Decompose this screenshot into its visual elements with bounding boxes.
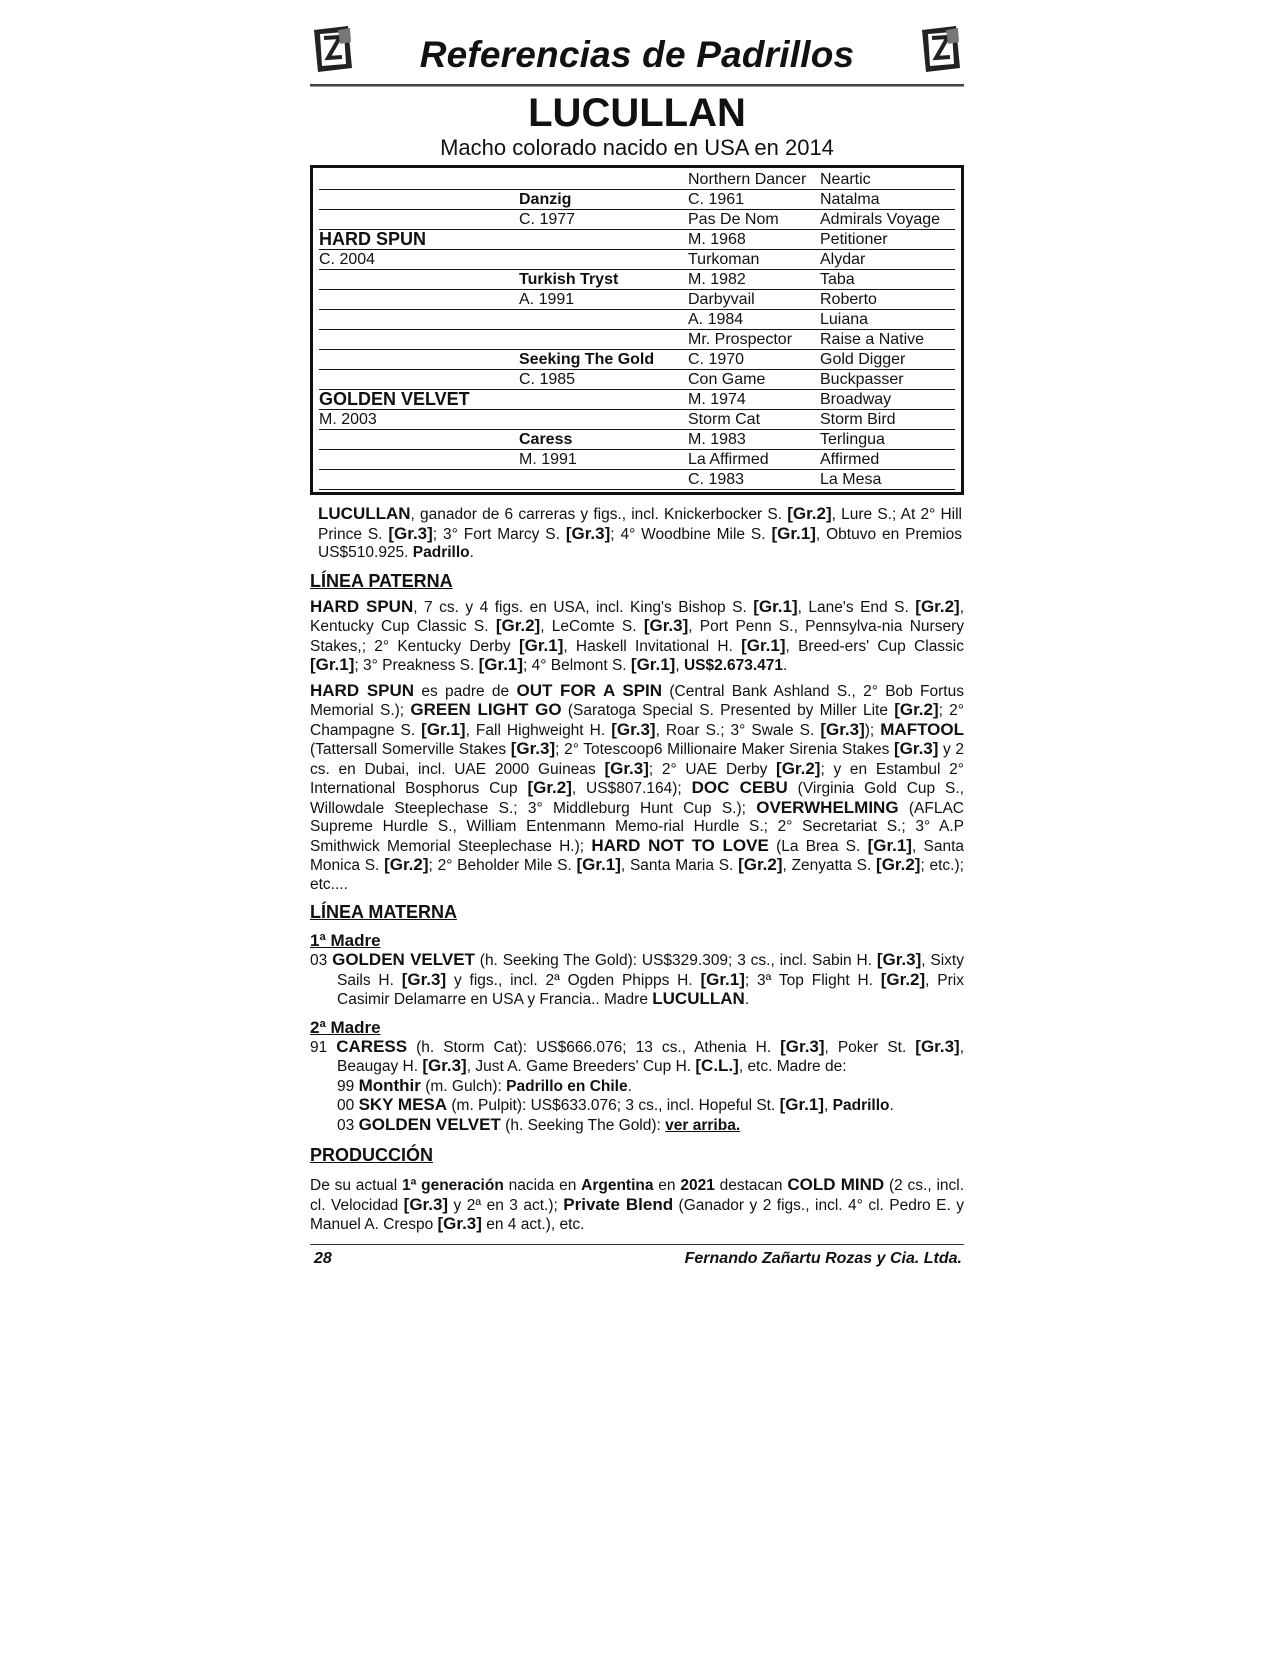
text-run: ; 4° Woodbine Mile S. bbox=[610, 525, 772, 543]
pedigree-row bbox=[319, 350, 955, 370]
text-run: 03 bbox=[337, 1116, 359, 1134]
text-run: [Gr.3] bbox=[422, 1056, 467, 1075]
section-linea-materna: LÍNEA MATERNA bbox=[310, 902, 457, 922]
text-run: destacan bbox=[714, 1177, 788, 1194]
text-run: [Gr.3] bbox=[604, 758, 649, 778]
pedigree-cell: Affirmed bbox=[820, 451, 880, 468]
text-run: [C.L.] bbox=[695, 1056, 739, 1075]
text-run: , Beaugay H. bbox=[337, 1038, 964, 1075]
pedigree-cell: GOLDEN VELVET bbox=[319, 389, 470, 409]
pedigree-cell: Admirals Voyage bbox=[820, 211, 941, 228]
pedigree-cell: C. 1977 bbox=[519, 211, 576, 228]
text-run: , Breed-ers' Cup Classic bbox=[785, 637, 965, 655]
text-run: 99 bbox=[337, 1077, 359, 1095]
text-run: , ganador de 6 carreras y figs., incl. Knickerbocker S. bbox=[410, 506, 788, 523]
text-run: Padrillo bbox=[412, 544, 470, 561]
pedigree-cell: Turkoman bbox=[688, 251, 760, 268]
pedigree-row bbox=[319, 170, 955, 190]
text-run: , Obtuvo en Premios US$510.925. bbox=[318, 525, 962, 561]
progeny-list bbox=[310, 1077, 964, 1136]
pedigree-row bbox=[319, 390, 955, 410]
progeny-item bbox=[310, 1116, 964, 1136]
pedigree-cell: Northern Dancer bbox=[688, 171, 807, 188]
text-run: ver arriba. bbox=[665, 1116, 741, 1134]
pedigree-cell: Danzig bbox=[519, 191, 572, 208]
text-run: y figs., incl. 2ª Ogden Phipps H. bbox=[446, 971, 701, 989]
text-run: , Santa Maria S. bbox=[620, 857, 739, 874]
text-run: COLD MIND bbox=[787, 1175, 885, 1194]
madre2-paragraph bbox=[310, 1038, 964, 1077]
text-run: [Gr.1] bbox=[771, 523, 816, 543]
text-run: 1ª generación bbox=[401, 1177, 504, 1194]
section-linea-paterna: LÍNEA PATERNA bbox=[310, 570, 453, 591]
text-run: , Prix Casimir Delamarre en USA y Francia.. Madre bbox=[337, 971, 964, 1008]
text-run: [Gr.2] bbox=[915, 596, 960, 616]
text-run: [Gr.3] bbox=[403, 1194, 449, 1214]
text-run: Monthir bbox=[358, 1075, 421, 1095]
text-run: [Gr.2] bbox=[880, 969, 926, 989]
text-run: 91 bbox=[310, 1038, 337, 1056]
text-run: es padre de bbox=[414, 682, 517, 700]
text-run: ; y en Estambul 2° International Bosphorus Cup bbox=[310, 760, 964, 797]
text-run: , etc. Madre de: bbox=[738, 1058, 847, 1075]
text-run: [Gr.2] bbox=[495, 616, 541, 635]
pedigree-row bbox=[319, 470, 955, 490]
text-run: Private Blend bbox=[563, 1194, 674, 1214]
page-header bbox=[310, 22, 964, 82]
text-run: HARD SPUN bbox=[310, 680, 415, 700]
text-run: US$2.673.471 bbox=[683, 657, 784, 674]
pedigree-cell: A. 1991 bbox=[519, 291, 575, 308]
text-run: 00 bbox=[337, 1097, 359, 1114]
pedigree-cell: M. 1983 bbox=[688, 431, 746, 448]
pedigree-cell: Raise a Native bbox=[820, 331, 925, 348]
text-run: [Gr.2] bbox=[876, 855, 921, 874]
pedigree-row bbox=[319, 210, 955, 230]
text-run: (Tattersall Somerville Stakes bbox=[310, 741, 511, 758]
text-run: [Gr.1] bbox=[700, 969, 745, 989]
horse-name: LUCULLAN bbox=[528, 91, 746, 135]
text-run: , Port Penn S., Pennsylva-nia Nursery Stakes,; 2° Kentucky Derby bbox=[310, 618, 965, 655]
text-run: (Virginia Gold Cup S., Willowdale Steeplechase S.; 3° Middleburg Hunt Cup S.); bbox=[310, 780, 964, 817]
text-run: ; 2° Beholder Mile S. bbox=[428, 857, 577, 874]
pedigree-cell: Broadway bbox=[820, 391, 892, 408]
intro-paragraph bbox=[318, 505, 962, 563]
text-run: Padrillo en Chile bbox=[506, 1077, 628, 1095]
text-run: en bbox=[653, 1177, 681, 1194]
paterna-paragraph-1 bbox=[310, 598, 964, 676]
text-run: ; 3° Preakness S. bbox=[354, 657, 479, 674]
text-run: HARD NOT TO LOVE bbox=[591, 835, 769, 855]
text-run: GOLDEN VELVET bbox=[332, 950, 475, 969]
text-run: [Gr.3] bbox=[388, 523, 433, 543]
pedigree-table bbox=[310, 165, 964, 495]
text-run: , 7 cs. y 4 figs. en USA, incl. King's Bishop S. bbox=[413, 598, 754, 616]
text-run: en 4 act.), etc. bbox=[481, 1216, 585, 1233]
text-run: , Roar S.; 3° Swale S. bbox=[655, 721, 821, 739]
text-run: . bbox=[744, 991, 750, 1008]
pedigree-cell: Alydar bbox=[820, 251, 866, 268]
pedigree-row bbox=[319, 410, 955, 430]
text-run: . bbox=[627, 1077, 632, 1095]
text-run: , Sixty Sails H. bbox=[337, 952, 964, 989]
pedigree-cell: Con Game bbox=[688, 371, 766, 388]
text-run: (Central Bank Ashland S., 2° Bob Fortus Memorial S.); bbox=[310, 682, 964, 719]
text-run: OVERWHELMING bbox=[756, 797, 899, 817]
text-run: [Gr.3] bbox=[876, 950, 922, 969]
pedigree-cell: Mr. Prospector bbox=[688, 331, 793, 348]
pedigree-cell: Seeking The Gold bbox=[519, 351, 655, 368]
text-run: CARESS bbox=[336, 1036, 408, 1056]
pedigree-row bbox=[319, 250, 955, 270]
pedigree-cell: Taba bbox=[820, 271, 855, 288]
header-rule bbox=[310, 84, 964, 87]
pedigree-row bbox=[319, 430, 955, 450]
pedigree-cell: Caress bbox=[519, 431, 573, 448]
text-run: [Gr.1] bbox=[630, 655, 676, 674]
text-run: (2 cs., incl. cl. Velocidad bbox=[310, 1177, 965, 1214]
pedigree-cell: Terlingua bbox=[820, 431, 885, 448]
text-run: [Gr.3] bbox=[437, 1214, 482, 1233]
text-run: [Gr.3] bbox=[915, 1036, 960, 1056]
madre1-paragraph bbox=[310, 951, 964, 1010]
text-run: [Gr.2] bbox=[738, 855, 783, 874]
pedigree-cell: C. 1983 bbox=[688, 471, 745, 488]
text-run: , Lure S.; At 2° Hill Prince S. bbox=[318, 506, 962, 543]
text-run: [Gr.2] bbox=[776, 758, 821, 778]
text-run: DOC CEBU bbox=[691, 778, 788, 797]
text-run: (AFLAC Supreme Hurdle S., William Entenmann Memo-rial Hurdle S.; 2° Secretariat S.; 3° A.P Smithwick Memorial Steeplechase H.); bbox=[310, 799, 964, 855]
text-run: OUT FOR A SPIN bbox=[516, 680, 663, 700]
text-run: De su actual bbox=[310, 1177, 402, 1194]
text-run: ); bbox=[864, 721, 881, 739]
progeny-item bbox=[310, 1077, 964, 1097]
progeny-item bbox=[310, 1096, 964, 1116]
text-run: [Gr.3] bbox=[820, 719, 865, 739]
text-run: [Gr.3] bbox=[780, 1036, 825, 1056]
pedigree-cell: M. 1968 bbox=[688, 231, 746, 248]
text-run: GREEN LIGHT GO bbox=[410, 700, 562, 719]
text-run: (h. Seeking The Gold): bbox=[500, 1116, 666, 1134]
pedigree-row bbox=[319, 230, 955, 250]
text-run: (Ganador y 2 figs., incl. 4° cl. Pedro E. y Manuel A. Crespo bbox=[310, 1196, 964, 1233]
text-run: [Gr.2] bbox=[894, 700, 939, 719]
text-run: ; 2° Totescoop6 Millionaire Maker Sirenia Stakes bbox=[555, 741, 895, 758]
text-run: , Just A. Game Breeders' Cup H. bbox=[466, 1058, 696, 1075]
text-run: ; etc.); etc.... bbox=[310, 857, 964, 893]
text-run: , Haskell Invitational H. bbox=[563, 637, 742, 655]
text-run: [Gr.1] bbox=[310, 655, 355, 674]
pedigree-cell: La Affirmed bbox=[688, 451, 769, 468]
text-run: [Gr.2] bbox=[527, 778, 572, 797]
text-run: [Gr.3] bbox=[510, 739, 556, 758]
pedigree-cell: M. 1974 bbox=[688, 391, 746, 408]
pedigree-cell: A. 1984 bbox=[688, 311, 744, 328]
pedigree-cell: C. 1985 bbox=[519, 371, 576, 388]
text-run: [Gr.1] bbox=[779, 1095, 825, 1114]
text-run: HARD SPUN bbox=[310, 596, 414, 616]
produccion-paragraph bbox=[310, 1176, 964, 1235]
text-run: LUCULLAN bbox=[318, 504, 411, 523]
text-run: 2021 bbox=[680, 1177, 715, 1194]
pedigree-cell: Petitioner bbox=[820, 231, 888, 248]
text-run: ; 2° Champagne S. bbox=[310, 702, 965, 739]
horse-subtitle: Macho colorado nacido en USA en 2014 bbox=[440, 135, 834, 160]
pedigree-row bbox=[319, 370, 955, 390]
text-run: [Gr.1] bbox=[421, 719, 466, 739]
text-run: , Poker St. bbox=[824, 1038, 916, 1056]
text-run: MAFTOOL bbox=[880, 719, 964, 739]
pedigree-row bbox=[319, 450, 955, 470]
text-run: nacida en bbox=[503, 1177, 582, 1194]
pedigree-cell: Turkish Tryst bbox=[519, 271, 619, 288]
text-run: , Santa Monica S. bbox=[310, 837, 965, 874]
text-run: LUCULLAN bbox=[652, 989, 745, 1008]
text-run: ; 3ª Top Flight H. bbox=[744, 971, 881, 989]
text-run: , Zenyatta S. bbox=[782, 857, 877, 874]
pedigree-row bbox=[319, 270, 955, 290]
text-run: [Gr.3] bbox=[401, 969, 447, 989]
text-run: SKY MESA bbox=[358, 1095, 448, 1114]
text-run: (h. Seeking The Gold): US$329.309; 3 cs., incl. Sabin H. bbox=[474, 952, 877, 969]
text-run: , US$807.164); bbox=[571, 780, 692, 797]
text-run: ; 2° UAE Derby bbox=[648, 760, 777, 778]
madre2-title: 2ª Madre bbox=[310, 1017, 381, 1037]
text-run: , bbox=[675, 657, 684, 674]
text-run: , Fall Highweight H. bbox=[465, 721, 612, 739]
text-run: ; 3° Fort Marcy S. bbox=[432, 525, 566, 543]
pedigree-cell: Natalma bbox=[820, 191, 880, 208]
text-run: [Gr.1] bbox=[518, 635, 564, 655]
pedigree-cell: Storm Bird bbox=[820, 411, 896, 428]
text-run: , Lane's End S. bbox=[797, 598, 916, 616]
text-run: ; 4° Belmont S. bbox=[523, 657, 631, 674]
text-run: [Gr.1] bbox=[753, 596, 798, 616]
pedigree-row bbox=[319, 330, 955, 350]
text-run: (La Brea S. bbox=[768, 837, 868, 855]
pedigree-cell: Luiana bbox=[820, 311, 869, 328]
text-run: [Gr.3] bbox=[611, 719, 656, 739]
text-run: [Gr.1] bbox=[576, 855, 621, 874]
pedigree-cell: Gold Digger bbox=[820, 351, 906, 368]
text-run: , Kentucky Cup Classic S. bbox=[310, 598, 964, 635]
pedigree-row bbox=[319, 290, 955, 310]
pedigree-cell: C. 2004 bbox=[319, 251, 376, 268]
pedigree-cell: Roberto bbox=[820, 291, 877, 308]
pedigree-cell: Pas De Nom bbox=[688, 211, 779, 228]
text-run: [Gr.3] bbox=[894, 739, 939, 758]
text-run: Argentina bbox=[581, 1177, 654, 1194]
madre1-title: 1ª Madre bbox=[310, 931, 381, 950]
text-run: [Gr.2] bbox=[384, 855, 429, 874]
text-run: [Gr.1] bbox=[867, 835, 912, 855]
brand-logo-icon bbox=[918, 24, 964, 74]
text-run: [Gr.3] bbox=[643, 616, 689, 635]
text-run: (m. Pulpit): US$633.076; 3 cs., incl. Hopeful St. bbox=[447, 1097, 780, 1114]
text-run: [Gr.2] bbox=[787, 504, 832, 523]
text-run: (Saratoga Special S. Presented by Miller Lite bbox=[561, 702, 895, 719]
text-run: (h. Storm Cat): US$666.076; 13 cs., Athenia H. bbox=[407, 1038, 781, 1056]
text-run: , bbox=[824, 1097, 833, 1114]
pedigree-cell: M. 1991 bbox=[519, 451, 577, 468]
text-run: (m. Gulch): bbox=[420, 1077, 507, 1095]
text-run: GOLDEN VELVET bbox=[358, 1114, 501, 1134]
pedigree-row bbox=[319, 310, 955, 330]
text-run: . bbox=[469, 544, 474, 561]
pedigree-cell: Buckpasser bbox=[820, 371, 904, 388]
pedigree-row bbox=[319, 190, 955, 210]
text-run: [Gr.1] bbox=[478, 655, 524, 674]
pedigree-cell: La Mesa bbox=[820, 471, 882, 488]
pedigree-cell: C. 1961 bbox=[688, 191, 745, 208]
pedigree-cell: M. 2003 bbox=[319, 411, 377, 428]
page-number: 28 bbox=[314, 1250, 332, 1267]
footer-rule bbox=[310, 1244, 964, 1245]
text-run: y 2ª en 3 act.); bbox=[448, 1196, 564, 1214]
text-run: 03 bbox=[310, 952, 333, 969]
text-run: . bbox=[889, 1097, 894, 1114]
pedigree-cell: Neartic bbox=[820, 171, 871, 188]
section-produccion: PRODUCCIÓN bbox=[310, 1145, 434, 1165]
pedigree-cell: HARD SPUN bbox=[319, 229, 427, 249]
page bbox=[310, 22, 965, 1267]
page-title: Referencias de Padrillos bbox=[419, 34, 855, 75]
text-run: . bbox=[783, 657, 788, 674]
text-run: y 2 cs. en Dubai, incl. UAE 2000 Guineas bbox=[310, 741, 965, 778]
paterna-paragraph-2 bbox=[310, 682, 964, 895]
pedigree-cell: Darbyvail bbox=[688, 291, 755, 308]
text-run: [Gr.1] bbox=[741, 635, 786, 655]
text-run: Padrillo bbox=[832, 1097, 890, 1114]
pedigree-cell: M. 1982 bbox=[688, 271, 746, 288]
footer-company: Fernando Zañartu Rozas y Cia. Ltda. bbox=[684, 1250, 962, 1267]
text-run: [Gr.3] bbox=[565, 523, 611, 543]
text-run: , LeComte S. bbox=[540, 618, 644, 635]
pedigree-cell: Storm Cat bbox=[688, 411, 761, 428]
pedigree-cell: C. 1970 bbox=[688, 351, 745, 368]
